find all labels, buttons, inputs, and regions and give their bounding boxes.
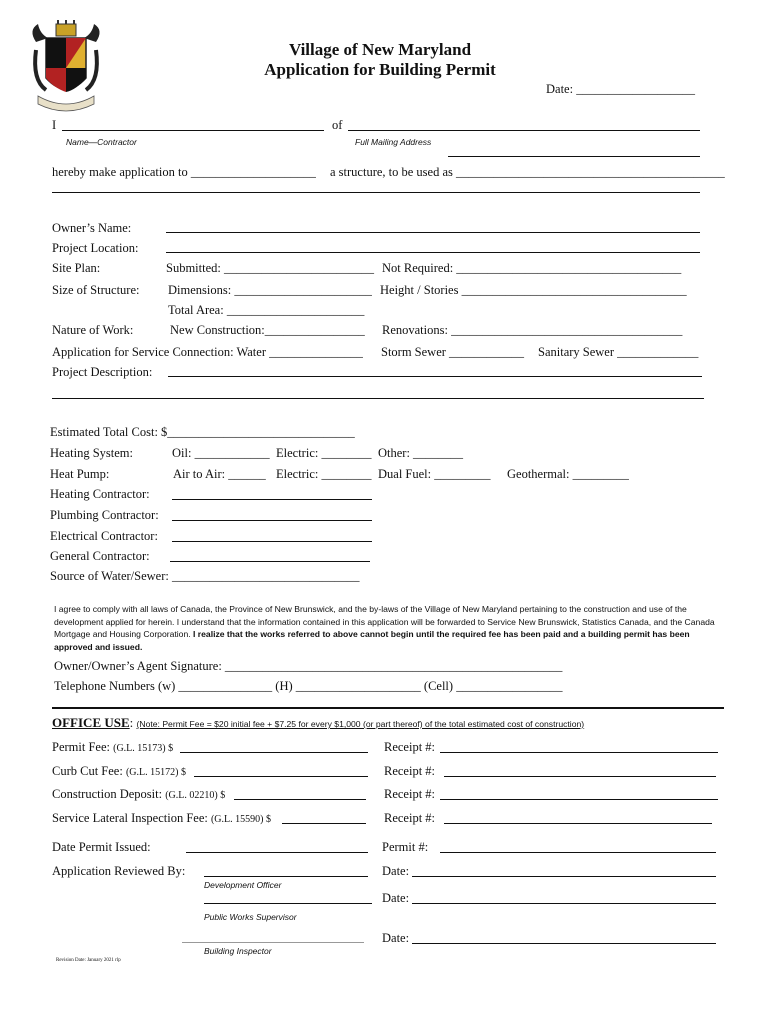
estimated-total-cost[interactable]: Estimated Total Cost: $______________________________ xyxy=(50,425,355,439)
development-officer-signature[interactable] xyxy=(204,876,368,877)
site-plan-submitted[interactable]: Submitted: ________________________ xyxy=(166,261,374,275)
date-field[interactable]: Date: ___________________ xyxy=(546,82,695,96)
renovations-field[interactable]: Renovations: _____________________________________ xyxy=(382,323,683,337)
agreement-paragraph xyxy=(54,603,726,653)
permit-number-label: Permit #: xyxy=(382,840,429,854)
project-description-field-2[interactable] xyxy=(52,398,704,399)
name-contractor-caption: Name—Contractor xyxy=(66,137,137,147)
heat-pump-label: Heat Pump: xyxy=(50,467,110,481)
receipt-label-4: Receipt #: xyxy=(384,811,436,825)
heating-system-label: Heating System: xyxy=(50,446,133,460)
plumbing-contractor-label: Plumbing Contractor: xyxy=(50,508,159,522)
agreement-bold-text: I realize that the works referred to above cannot begin until the required fee has been paid and a building permit has been approved and issued. xyxy=(54,629,690,652)
date-label-2: Date: xyxy=(382,891,410,905)
name-contractor-field[interactable] xyxy=(62,130,324,131)
owner-name-field[interactable] xyxy=(166,232,700,233)
mailing-address-field[interactable] xyxy=(348,130,700,131)
storm-sewer-field[interactable]: Storm Sewer ____________ xyxy=(381,345,525,359)
construction-deposit-gl: (G.L. 02210) $ xyxy=(165,790,226,801)
site-plan-not-required[interactable]: Not Required: ____________________________________ xyxy=(382,261,682,275)
date-label-1: Date: xyxy=(382,864,410,878)
air-to-air-field[interactable]: Air to Air: ______ xyxy=(173,467,266,481)
owner-name-label: Owner’s Name: xyxy=(52,221,132,235)
plumbing-contractor-field[interactable] xyxy=(172,520,372,521)
service-lateral-field[interactable] xyxy=(282,823,366,824)
general-contractor-label: General Contractor: xyxy=(50,549,150,563)
heating-contractor-label: Heating Contractor: xyxy=(50,487,150,501)
electric-heating-field[interactable]: Electric: ________ xyxy=(276,446,372,460)
construction-deposit-label: Construction Deposit: (G.L. 02210) $ xyxy=(52,787,226,801)
project-location-field[interactable] xyxy=(166,252,700,253)
date-field-1[interactable] xyxy=(412,876,716,877)
public-works-signature[interactable] xyxy=(204,903,372,904)
service-lateral-label: Service Lateral Inspection Fee: (G.L. 15590) $ xyxy=(52,811,271,825)
project-location-label: Project Location: xyxy=(52,241,139,255)
size-of-structure-label: Size of Structure: xyxy=(52,283,140,297)
sanitary-sewer-field[interactable]: Sanitary Sewer _____________ xyxy=(538,345,699,359)
dual-fuel-field[interactable]: Dual Fuel: _________ xyxy=(378,467,491,481)
revision-date: Revision Date: January 2021 rlp xyxy=(56,958,121,963)
receipt-label-2: Receipt #: xyxy=(384,764,436,778)
electrical-contractor-label: Electrical Contractor: xyxy=(50,529,158,543)
mailing-address-caption: Full Mailing Address xyxy=(355,137,432,147)
village-crest-logo xyxy=(28,20,104,120)
receipt-label-3: Receipt #: xyxy=(384,787,436,801)
date-permit-issued-label: Date Permit Issued: xyxy=(52,840,151,854)
structure-use-field[interactable]: a structure, to be used as ___________________________________________ xyxy=(330,165,725,179)
water-sewer-source-field[interactable]: Source of Water/Sewer: ______________________________ xyxy=(50,569,360,583)
curb-cut-fee-label: Curb Cut Fee: (G.L. 15172) $ xyxy=(52,764,186,778)
permit-fee-field[interactable] xyxy=(180,752,368,753)
signature-field[interactable]: Owner/Owner’s Agent Signature: ______________________________________________________ xyxy=(54,659,563,673)
heating-contractor-field[interactable] xyxy=(172,499,372,500)
electrical-contractor-field[interactable] xyxy=(172,541,372,542)
construction-deposit-field[interactable] xyxy=(234,799,366,800)
building-inspector-caption: Building Inspector xyxy=(204,946,272,956)
permit-fee-note: (Note: Permit Fee = $20 initial fee + $7.25 for every $1,000 (or part thereof) of the total estimated cost of construction) xyxy=(136,719,585,729)
telephone-numbers-field[interactable]: Telephone Numbers (w) _______________ (H) ____________________ (Cell) _________________ xyxy=(54,679,563,693)
receipt-field-4[interactable] xyxy=(444,823,712,824)
nature-of-work-label: Nature of Work: xyxy=(52,323,134,337)
date-label-3: Date: xyxy=(382,931,410,945)
geothermal-field[interactable]: Geothermal: _________ xyxy=(507,467,629,481)
public-works-caption: Public Works Supervisor xyxy=(204,912,297,922)
office-use-heading: OFFICE USE xyxy=(52,715,130,730)
structure-use-continuation[interactable] xyxy=(52,192,700,193)
date-field-3[interactable] xyxy=(412,943,716,944)
permit-fee-gl: (G.L. 15173) $ xyxy=(113,743,174,754)
mailing-address-field-2[interactable] xyxy=(448,156,700,157)
site-plan-label: Site Plan: xyxy=(52,261,101,275)
curb-cut-gl: (G.L. 15172) $ xyxy=(125,767,186,778)
permit-number-field[interactable] xyxy=(440,852,716,853)
date-permit-issued-field[interactable] xyxy=(186,852,368,853)
new-construction-field[interactable]: New Construction:________________ xyxy=(170,323,365,337)
office-use-heading-row xyxy=(52,715,584,731)
other-heating-field[interactable]: Other: ________ xyxy=(378,446,464,460)
receipt-field-3[interactable] xyxy=(440,799,718,800)
application-to-field[interactable]: hereby make application to ____________________ xyxy=(52,165,316,179)
height-stories-field[interactable]: Height / Stories ____________________________________ xyxy=(380,283,687,297)
i-label: I xyxy=(52,118,57,132)
electric-heat-pump-field[interactable]: Electric: ________ xyxy=(276,467,372,481)
project-description-label: Project Description: xyxy=(52,365,153,379)
title-line-1: Village of New Maryland xyxy=(288,40,472,59)
service-connection-water[interactable]: Application for Service Connection: Water _______________ xyxy=(52,345,363,359)
building-inspector-signature[interactable] xyxy=(182,942,364,943)
curb-cut-fee-field[interactable] xyxy=(194,776,368,777)
permit-fee-label: Permit Fee: (G.L. 15173) $ xyxy=(52,740,174,754)
receipt-field-2[interactable] xyxy=(444,776,716,777)
of-label: of xyxy=(332,118,343,132)
total-area-field[interactable]: Total Area: ______________________ xyxy=(168,303,365,317)
project-description-field[interactable] xyxy=(168,376,702,377)
development-officer-caption: Development Officer xyxy=(204,880,282,890)
receipt-field-1[interactable] xyxy=(440,752,718,753)
application-reviewed-label: Application Reviewed By: xyxy=(52,864,186,878)
title-line-2: Application for Building Permit xyxy=(264,60,496,79)
general-contractor-field[interactable] xyxy=(170,561,370,562)
dimensions-field[interactable]: Dimensions: ______________________ xyxy=(168,283,372,297)
office-use-divider xyxy=(52,707,724,709)
office-use-colon: : xyxy=(129,715,134,730)
oil-field[interactable]: Oil: ____________ xyxy=(172,446,270,460)
service-lateral-gl: (G.L. 15590) $ xyxy=(210,814,271,825)
receipt-label-1: Receipt #: xyxy=(384,740,436,754)
date-field-2[interactable] xyxy=(412,903,716,904)
agreement-text: I agree to comply with all laws of Canada, the Province of New Brunswick, and the by-laws of the Village of New Maryland pertaining to the construction and use of the development applied for herein. I understand that the information contained in this application will be forwarded to Service New Brunswick, Statistics Canada, and the Canada Mortgage and Housing Corporation. xyxy=(54,604,715,639)
